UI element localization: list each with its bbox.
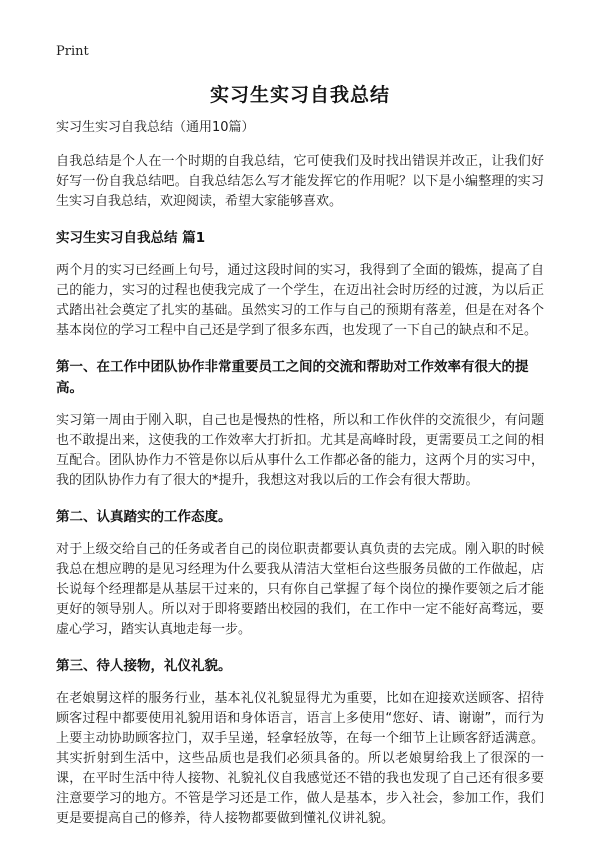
document-body <box>56 118 544 845</box>
article-paragraph: 两个月的实习已经画上句号，通过这段时间的实习，我得到了全面的锻炼，提高了自己的能力，实习的过程也使我完成了一个学生，在迈出社会时历经的过渡，为以后正式踏出社会奠定了扎实的基础。虽然实习的工作与自己的预期有落差，但是在对各个基本岗位的学习工程中自己还是学到了很多东西，也发现了一下自己的缺点和不足。 <box>56 263 544 338</box>
section-paragraph-3: 在老娘舅这样的服务行业，基本礼仪礼貌显得尤为重要，比如在迎接欢送顾客、招待顾客过程中都要使用礼貌用语和身体语言，语言上多使用“您好、请、谢谢”，而行为上要主动协助顾客拉门，双手呈递，轻拿轻放等，在每一个细节上让顾客舒适满意。其实折射到生活中，这些品质也是我们必须具备的。所以老娘舅给我上了很深的一课，在平时生活中待人接物、礼貌礼仪自我感觉还不错的我也发现了自己还有很多要注意要学习的地方。不管是学习还是工作，做人是基本，步入社会，参加工作，我们更是要提高自己的修养，待人接物都要做到懂礼仪讲礼貌。 <box>56 691 544 826</box>
section-heading-1: 第一、在工作中团队协作非常重要员工之间的交流和帮助对工作效率有很大的提高。 <box>56 359 529 396</box>
intro-paragraph: 自我总结是个人在一个时期的自我总结，它可使我们及时找出错误并改正，让我们好好写一份自我总结吧。自我总结怎么写才能发挥它的作用呢？以下是小编整理的实习生实习自我总结，欢迎阅读，希望大家能够喜欢。 <box>56 154 544 209</box>
document-subtitle: 实习生实习自我总结（通用10篇） <box>56 120 255 135</box>
print-link[interactable]: Print <box>56 44 89 59</box>
section-heading-3: 第三、待人接物，礼仪礼貌。 <box>56 658 232 674</box>
page-title: 实习生实习自我总结 <box>209 84 390 106</box>
section-heading-2: 第二、认真踏实的工作态度。 <box>56 509 232 525</box>
section-paragraph-2: 对于上级交给自己的任务或者自己的岗位职责都要认真负责的去完成。刚入职的时候我总在想应聘的是见习经理为什么要我从清洁大堂柜台这些服务员做的工作做起，店长说每个经理都是从基层干过来的，只有你自己掌握了每个岗位的操作要领之后才能更好的领导别人。所以对于即将要踏出校园的我们，在工作中一定不能好高骛远，要虚心学习，踏实认真地走每一步。 <box>56 542 544 637</box>
article-heading: 实习生实习自我总结 篇1 <box>56 230 206 246</box>
section-paragraph-1: 实习第一周由于刚入职，自己也是慢热的性格，所以和工作伙伴的交流很少，有问题也不敢提出来，这使我的工作效率大打折扣。尤其是高峰时段，更需要员工之间的相互配合。团队协作力不管是你以后从事什么工作都必备的能力，这两个月的实习中，我的团队协作力有了很大的*提升，我想这对我以后的工作会有很大帮助。 <box>56 413 544 488</box>
